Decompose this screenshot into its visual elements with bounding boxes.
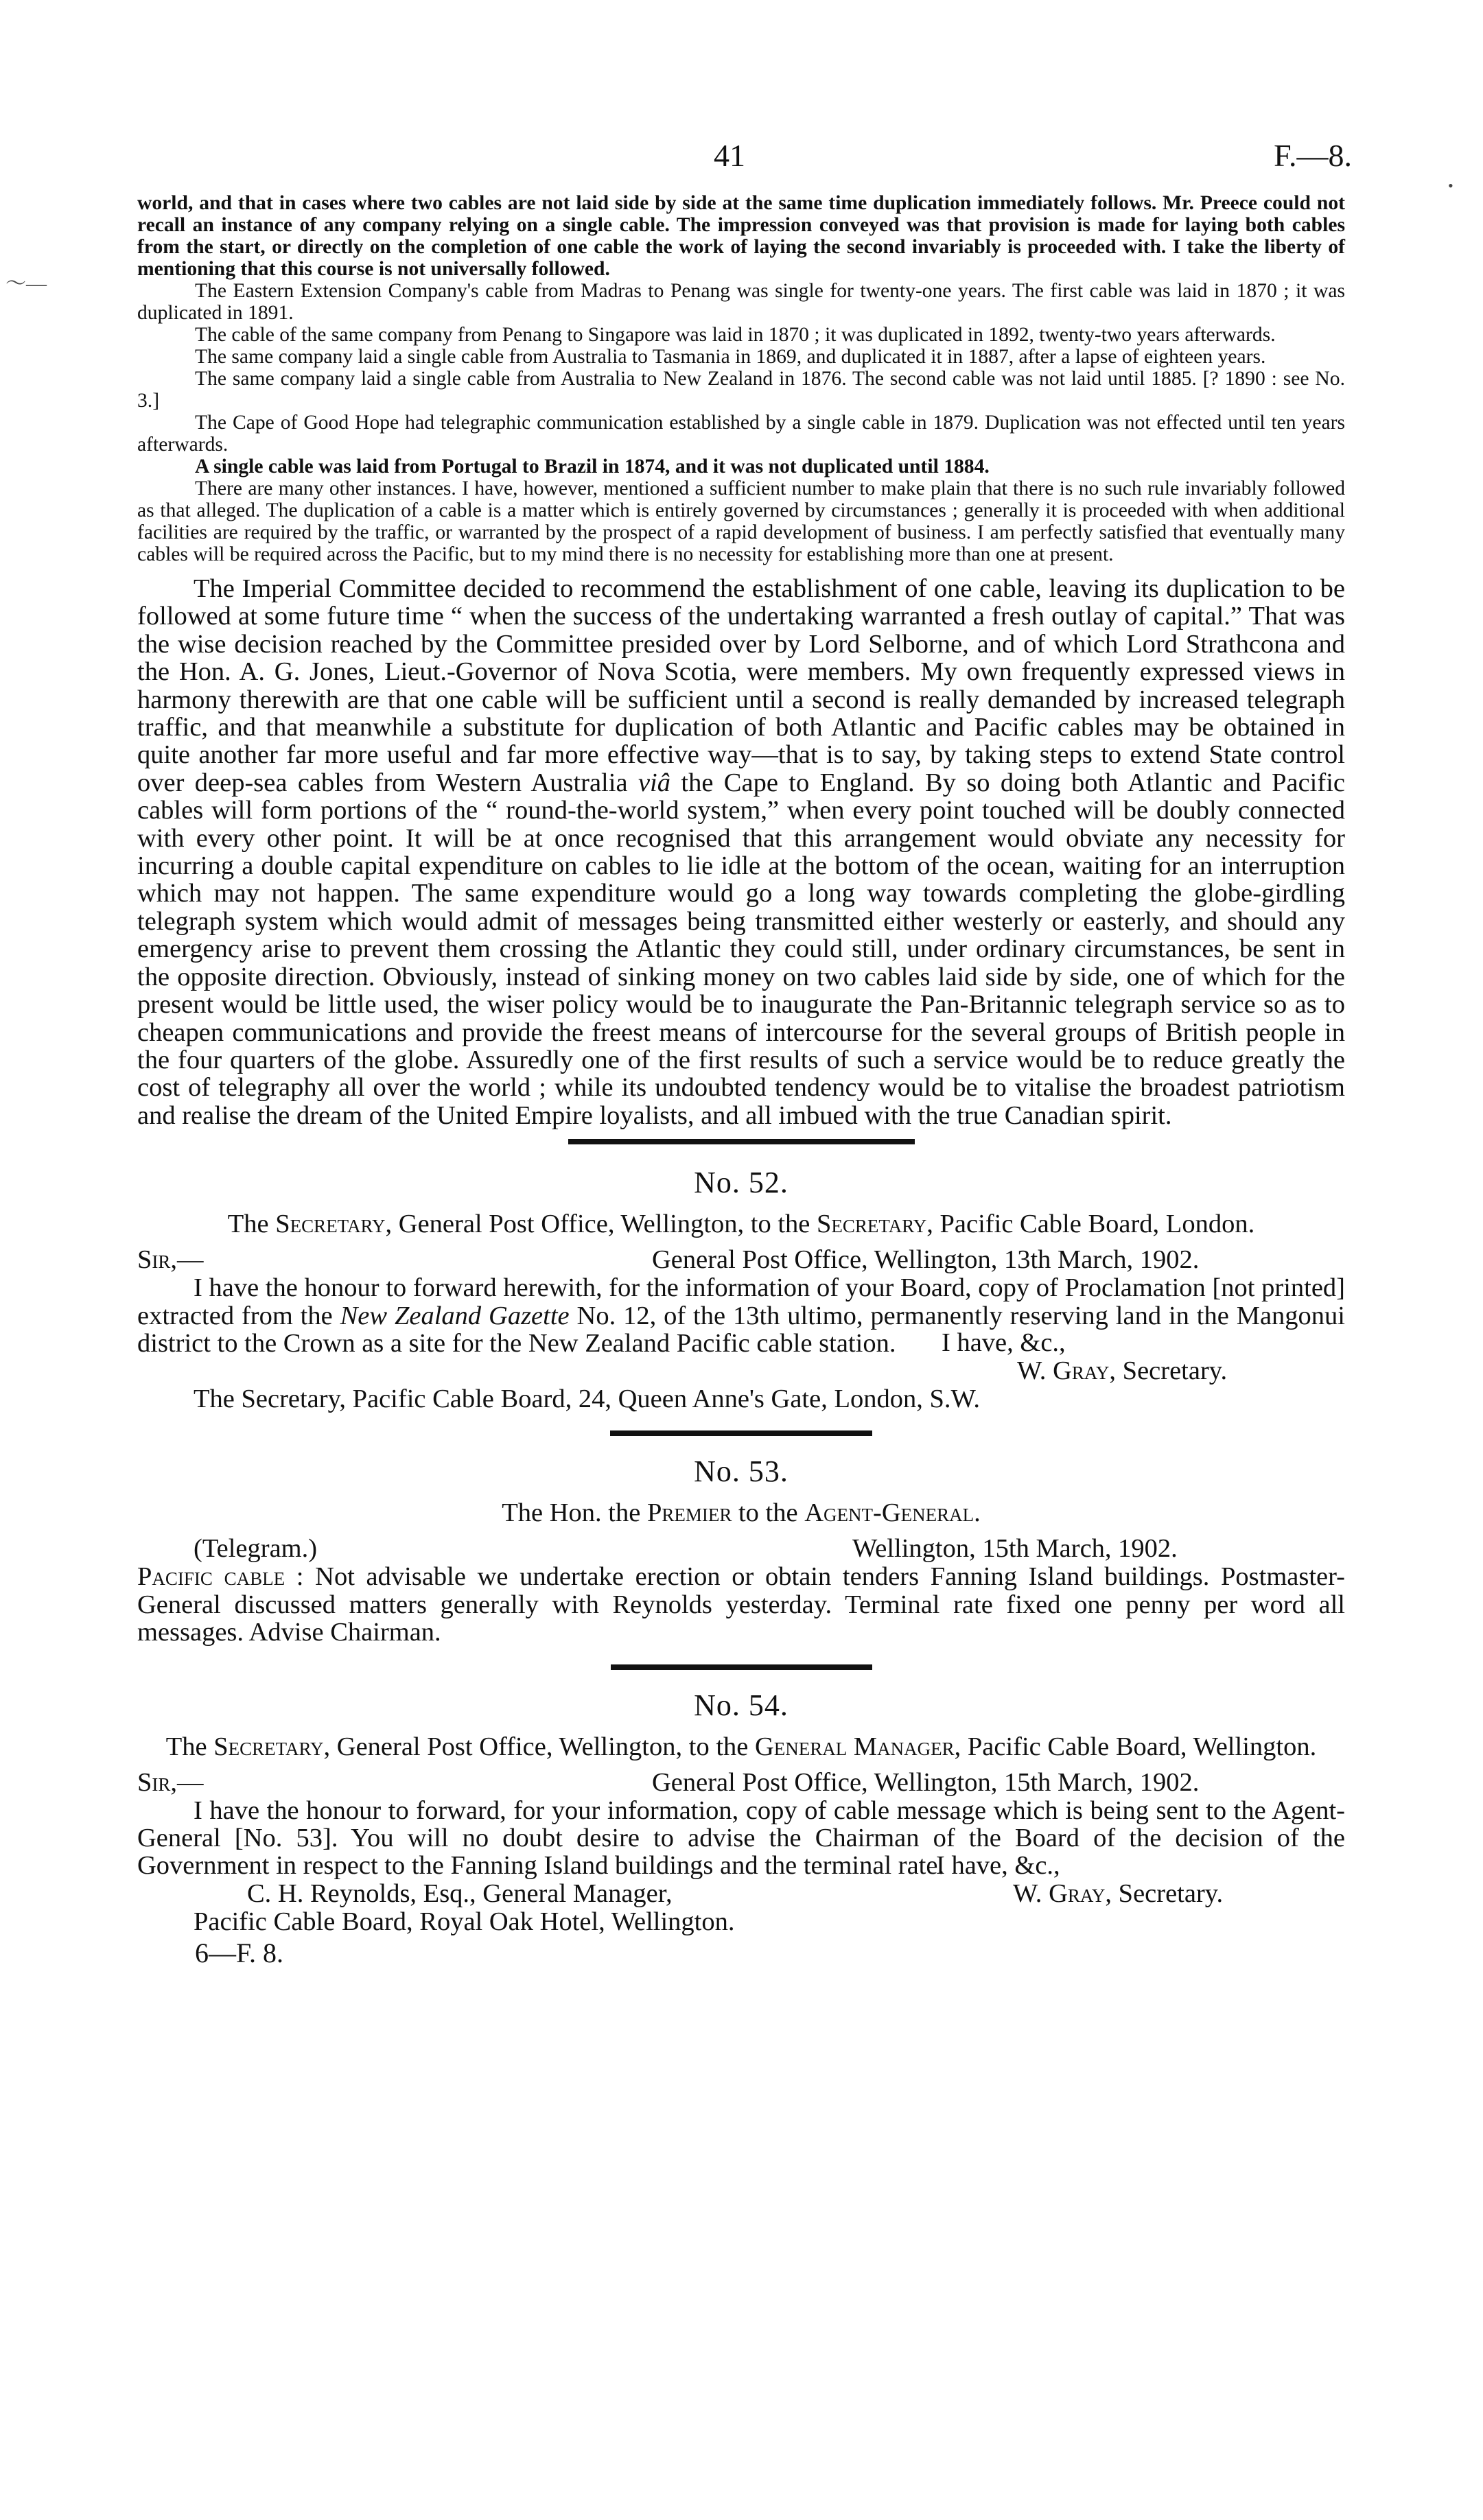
telegram-body <box>137 1563 1345 1646</box>
page-number: 41 <box>714 138 745 173</box>
heading-part: The Hon. the <box>502 1498 647 1528</box>
heading-part: Secretary <box>213 1732 324 1761</box>
salutation: Sir,— <box>137 1245 204 1275</box>
dateline: General Post Office, Wellington, 13th March, 1902. <box>652 1245 1200 1275</box>
quote-paragraph: The same company laid a single cable from Australia to Tasmania in 1869, and duplicated it in 1887, after a lapse of eighteen years. <box>195 346 1266 368</box>
closing: I have, &c., <box>936 1850 1060 1880</box>
dateline: General Post Office, Wellington, 15th March, 1902. <box>652 1767 1200 1797</box>
addressee-row <box>137 1880 1345 1908</box>
quote-paragraph: There are many other instances. I have, however, mentioned a sufficient number to make plain that there is no such rule invariably followed as that alleged. The duplication of a cable is a matter which is entirely governed by circumstances ; generally it is proceeded with when additional facilities are required by the traffic, or warranted by the prospect of a rapid development of business. I am perfectly satisfied that eventually many cables will be required across the Pacific, but to my mind there is no necessity for establishing more than one at present. <box>137 478 1345 565</box>
letter-no-54 <box>137 1689 1345 1935</box>
quote-paragraph: A single cable was laid from Portugal to Brazil in 1874, and it was not duplicated until 1884. <box>195 456 990 478</box>
heading-part: Agent-General <box>804 1498 974 1528</box>
heading-part: , General Post Office, Wellington, to the <box>323 1732 755 1761</box>
letter-number: No. 52. <box>694 1166 789 1200</box>
letter-heading <box>137 1733 1345 1761</box>
letter-no-53 <box>137 1455 1345 1646</box>
addressee: C. H. Reynolds, Esq., General Manager, <box>247 1879 673 1908</box>
letter-body: I have the honour to forward, for your information, copy of cable message which is being sent to the Agent-General [No. 53]. You will no doubt desire to advise the Chairman of the Board of the decision of the Government in respect to the Fanning Island buildings and the terminal rate. <box>137 1795 1345 1881</box>
letter-number: No. 54. <box>694 1688 789 1722</box>
main-text-part: the Cape to England. By so doing both Atlantic and Pacific cables will form portions of the “ round-the-world system,” when every point touched will be doubly connected with every other point. It will be at once recognised that this arrangement would obviate any necessity for incurring a double capital expenditure on cables to lie idle at the bottom of the ocean, waiting for an interruption which may not happen. The same expenditure would go a long way towards completing the globe-girdling telegraph system which would admit of messages being transmitted either westerly or easterly, and should any emergency arise to prevent them crossing the Atlantic they could still, under ordinary circumstances, be sent in the opposite direction. Obviously, instead of sinking money on two cables laid side by side, one of which for the present would be little used, the wiser policy would be to inaugurate the Pan-Britannic telegraph service so as to cheapen communications and provide the freest means of intercourse for the several groups of British people in the four quarters of the globe. Assuredly one of the first results of such a service would be to reduce greatly the cost of telegraphy all over the world ; while its undoubted tendency would be to vitalise the broadest patriotism and realise the dream of the United Empire loyalists, and all imbued with the true Canadian spirit. <box>137 768 1345 1130</box>
signature-part: Gray <box>1053 1356 1110 1386</box>
quote-paragraph: The Eastern Extension Company's cable from Madras to Penang was single for twenty-one years. The first cable was laid in 1870 ; it was duplicated in 1891. <box>137 280 1345 324</box>
signature-mark: 6—F. 8. <box>195 1937 284 1968</box>
quote-paragraph: The Cape of Good Hope had telegraphic communication established by a single cable in 1879. Duplication was not effected until ten years afterwards. <box>137 412 1345 456</box>
letter-number: No. 53. <box>694 1455 789 1489</box>
salutation-row <box>137 1769 1345 1797</box>
closing-row <box>137 1329 1345 1357</box>
salutation: Sir,— <box>137 1767 204 1797</box>
body-part: No. 12, of the 13th ultimo, permanently reserving land in the Mangonui district to the Crown as a site for the New Zealand Pacific cable station. <box>137 1301 1345 1358</box>
letter-no-52 <box>137 1166 1345 1413</box>
closing-row <box>137 1852 1345 1880</box>
heading-part: to the <box>732 1498 805 1528</box>
signature-part: , Secretary. <box>1109 1356 1228 1386</box>
margin-dot: • <box>1448 177 1453 194</box>
document-page <box>137 137 1352 1968</box>
heading-part: The <box>165 1732 214 1761</box>
body-part: I have the honour to forward herewith, for the information of your Board, copy of Proclamation [not printed] extracted from the <box>137 1273 1345 1330</box>
signature-part: , Secretary. <box>1105 1879 1224 1908</box>
addressee-address: Pacific Cable Board, Royal Oak Hotel, Wellington. <box>194 1907 735 1936</box>
letter-heading <box>137 1499 1345 1527</box>
main-text-italic: viâ <box>638 768 670 797</box>
heading-part: , Pacific Cable Board, Wellington. <box>954 1732 1317 1761</box>
closing: I have, &c., <box>942 1328 1066 1358</box>
signature-part: W. <box>1017 1356 1053 1386</box>
main-paragraph <box>137 575 1345 1129</box>
signature-row <box>137 1357 1345 1385</box>
section-divider <box>610 1430 872 1436</box>
heading-part: . <box>974 1498 981 1528</box>
dateline: Wellington, 15th March, 1902. <box>852 1534 1178 1564</box>
quote-paragraph: The same company laid a single cable from Australia to New Zealand in 1876. The second cable was not laid until 1885. [? 1890 : see No. 3.] <box>137 368 1345 412</box>
section-divider <box>568 1139 915 1144</box>
heading-part: Premier <box>646 1498 732 1528</box>
page-header <box>137 137 1352 192</box>
body-italic: New Zealand Gazette <box>340 1301 570 1330</box>
telegram-text: : Not advisable we undertake erection or obtain tenders Fanning Island buildings. Postmaster-General discussed matters generally with Reynolds yesterday. Terminal rate fixed one penny per word all messages. Advise Chairman. <box>137 1562 1345 1647</box>
heading-part: Secretary <box>275 1210 386 1239</box>
main-text-part: The Imperial Committee decided to recommend the establishment of one cable, leaving its duplication to be followed at some future time “ when the success of the undertaking warranted a fresh outlay of capital.” That was the wise decision reached by the Committee presided over by Lord Selborne, and of which Lord Strathcona and the Hon. A. G. Jones, Lieut.-Governor of Nova Scotia, were members. My own frequently expressed views in harmony therewith are that one cable will be sufficient until a second is really demanded by increased telegraph traffic, and that meanwhile a substitute for duplication of both Atlantic and Pacific cables may be obtained in quite another far more useful and far more effective way—that is to say, by taking steps to extend State control over deep-sea cables from Western Australia <box>137 574 1345 797</box>
heading-part: Secretary <box>817 1210 927 1239</box>
quote-paragraph: The cable of the same company from Penang to Singapore was laid in 1870 ; it was duplicated in 1892, twenty-two years afterwards. <box>195 324 1276 346</box>
section-divider <box>611 1664 872 1670</box>
document-reference: F.—8. <box>1274 138 1352 173</box>
signature-part: Gray <box>1049 1879 1106 1908</box>
heading-part: , General Post Office, Wellington, to the <box>385 1210 817 1239</box>
signature <box>1017 1357 1227 1385</box>
telegram-label: (Telegram.) <box>194 1534 318 1564</box>
signature-part: W. <box>1013 1879 1049 1908</box>
quote-paragraph: world, and that in cases where two cables are not laid side by side at the same time duplication immediately follows. Mr. Preece could not recall an instance of any company relying on a single cable. The impression conveyed was that provision is made for laying both cables from the start, or directly on the completion of one cable the work of laying the second invariably is proceeded with. I take the liberty of mentioning that this course is not universally followed. <box>137 192 1345 280</box>
telegram-lead: Pacific cable <box>137 1562 285 1592</box>
margin-scribble: 〜— <box>5 272 47 295</box>
recipient-address: The Secretary, Pacific Cable Board, 24, Queen Anne's Gate, London, S.W. <box>194 1385 980 1414</box>
small-print-quotation <box>137 192 1345 565</box>
heading-part: , Pacific Cable Board, London. <box>926 1210 1255 1239</box>
heading-part: General Manager <box>754 1732 955 1761</box>
telegram-row <box>137 1535 1345 1563</box>
salutation-row <box>137 1246 1345 1274</box>
letter-heading <box>137 1210 1345 1238</box>
signature <box>1013 1880 1223 1907</box>
heading-part: The <box>227 1210 276 1239</box>
